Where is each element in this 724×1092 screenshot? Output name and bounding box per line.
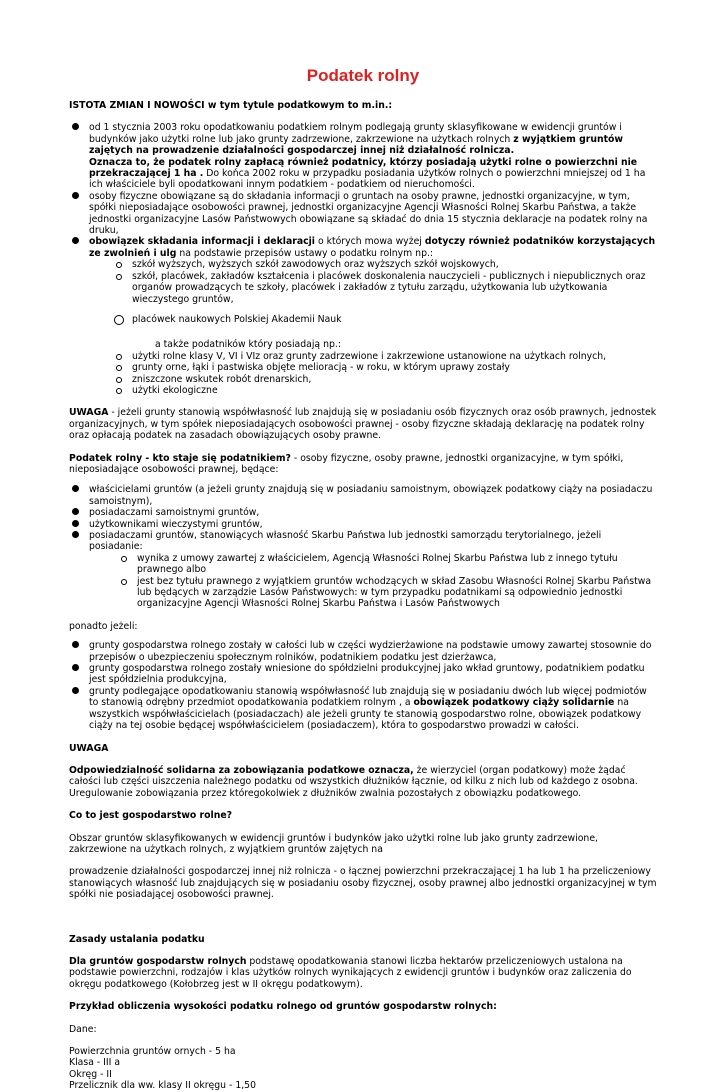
- example-heading: Przykład obliczenia wysokości podatku rolnego od gruntów gospodarstw rolnych:: [69, 1001, 497, 1013]
- bullet-icon: [72, 508, 79, 515]
- bullet-icon: [72, 531, 79, 538]
- example-line: Okręg - II: [69, 1068, 112, 1080]
- bullet-icon: [72, 687, 79, 694]
- list-item: grunty podlegające opodatkowaniu stanowią współwłasność lub znajdują się w posiadaniu dwóch lub więcej podmiotów to stanowią odrębny przedmiot opodatkowania podatkiem rolnym , a obowiązek podatkowy ciąży solidarnie na wszystkich współwłaścicielach (posiadaczach) ale jeżeli grunty te stanowią gospodarstwo rolne, obowiązek podatkowy ciąży na tej osobie będącej współwłaścicielem (posiadaczem), która to gospodarstwo prowadzi w całości.: [69, 686, 657, 732]
- list-item: posiadaczami samoistnymi gruntów,: [69, 507, 657, 518]
- taxpayers-paragraph: Podatek rolny - kto staje się podatnikiem? - osoby fizyczne, osoby prawne, jednostki organizacyjne, w tym spółki, nieposiadające osobowości prawnej, będące:: [69, 452, 624, 475]
- uwaga-heading: UWAGA: [69, 742, 109, 754]
- list-item: posiadaczami gruntów, stanowiących własność Skarbu Państwa lub jednostki samorządu terytorialnego, jeżeli posiadanie:: [69, 530, 657, 553]
- rules-paragraph: Dla gruntów gospodarstw rolnych podstawę opodatkowania stanowi liczba hektarów przeliczeniowych ustalona na podstawie powierzchni, rodzajów i klas użytków rolnych wynikających z ewidencji gruntów i budynków oraz zaliczenia do okręgu podatkowego (Kołobrzeg jest w II okręgu podatkowym).: [69, 955, 632, 990]
- rules-heading: Zasady ustalania podatku: [69, 933, 205, 945]
- list-item: grunty orne, łąki i pastwiska objęte melioracją - w roku, w którym uprawy zostały: [116, 362, 657, 373]
- list-item: użytkownikami wieczystymi gruntów,: [69, 519, 657, 530]
- changes-list: [69, 122, 657, 259]
- bullet-icon: [72, 485, 79, 492]
- farm-question: Co to jest gospodarstwo rolne?: [69, 810, 233, 822]
- document-title: Podatek rolny: [306, 66, 420, 85]
- circle-bullet-icon: [116, 388, 122, 394]
- uwaga-paragraph: UWAGA - jeżeli grunty stanowią współwłasność lub znajdują się w posiadaniu osób fizycznych oraz osób prawnych, jednostek organizacyjnych, w tym spółek nieposiadających osobowości prawnej - osoby fizyczne składają deklarację na podatek rolny oraz opłacają podatek na zasadach obowiązujących osoby prawne.: [69, 407, 657, 442]
- bullet-icon: [72, 192, 79, 199]
- list-item: grunty gospodarstwa rolnego zostały wniesione do spółdzielni produkcyjnej jako wkład gruntowy, podatnikiem podatku jest spółdzielnia produkcyjna,: [69, 663, 657, 686]
- ponadto-lead: ponadto jeżeli:: [69, 620, 138, 632]
- circle-bullet-icon: [116, 274, 122, 280]
- example-line: Przelicznik dla ww. klasy II okręgu - 1,50: [69, 1080, 257, 1092]
- list-item: zniszczone wskutek robót drenarskich,: [116, 374, 657, 385]
- exemptions-list: [69, 259, 657, 325]
- bullet-icon: [72, 664, 79, 671]
- farm-definition-1: Obszar gruntów sklasyfikowanych w ewidencji gruntów i budynków jako użytki rolne lub jako grunty zadrzewione, zakrzewione na użytkach rolnych, z wyjątkiem gruntów zajętych na: [69, 832, 598, 855]
- bullet-icon: [72, 520, 79, 527]
- ponadto-list: [69, 640, 657, 731]
- list-item: od 1 stycznia 2003 roku opodatkowaniu podatkiem rolnym podlegają grunty sklasyfikowane w ewidencji gruntów i budynków jako użytki rolne lub jako grunty zadrzewione, zakrzewione na użytkach rolnych z wyjątkiem gruntów zajętych na prowadzenie działalności gospodarczej innej niż działalność rolnicza. Oznacza to, że podatek rolny zapłacą również podatnicy, którzy posiadają użytki rolne o powierzchni nie przekraczającej 1 ha . Do końca 2002 roku w przypadku posiadania użytków rolnych o powierzchni mniejszej od 1 ha ich właściciele byli opodatkowani innym podatkiem - podatkiem od nieruchomości.: [69, 122, 657, 190]
- list-item: właścicielami gruntów (a jeżeli grunty znajdują się w posiadaniu samoistnym, obowiązek podatkowy ciąży na posiadaczu samoistnym),: [69, 484, 657, 507]
- list-item: placówek naukowych Polskiej Akademii Nauk: [116, 314, 657, 325]
- circle-bullet-icon: [116, 262, 122, 268]
- circle-bullet-icon: [116, 377, 122, 383]
- example-line: Klasa - III a: [69, 1057, 121, 1069]
- bullet-icon: [72, 123, 79, 130]
- example-dane: Dane:: [69, 1023, 97, 1035]
- list-item: osoby fizyczne obowiązane są do składania informacji o gruntach na osoby prawne, jednostki organizacyjne, w tym, spółki nieposiadające osobowości prawnej, jednostki organizacyjne Agencji Własności Rolnej Skarbu Państwa, a także jednostki organizacyjne Lasów Państwowych obowiązane są składać do dnia 15 stycznia deklaracje na podatek rolny na druku,: [69, 191, 657, 237]
- also-text: a także podatników który posiadają np.:: [155, 339, 341, 351]
- bullet-icon: [72, 641, 79, 648]
- list-item: szkół wyższych, wyższych szkół zawodowych oraz wyższych szkół wojskowych,: [116, 259, 657, 270]
- list-item: grunty gospodarstwa rolnego zostały w całości lub w części wydzierżawione na podstawie umowy zawartej stosownie do przepisów o ubezpieczeniu społecznym rolników, podatnikiem podatku jest dzierżawca,: [69, 640, 657, 663]
- bullet-icon: [72, 237, 79, 244]
- document-page: [69, 66, 657, 1092]
- heading-istota: ISTOTA ZMIAN I NOWOŚCI w tym tytule podatkowym to m.in.:: [69, 100, 393, 111]
- circle-bullet-icon: [121, 556, 127, 562]
- list-item: obowiązek składania informacji i deklaracji o których mowa wyżej dotyczy również podatników korzystających ze zwolnień i ulg na podstawie przepisów ustawy o podatku rolnym np.:: [69, 236, 657, 259]
- circle-bullet-icon: [121, 579, 127, 585]
- list-item: szkół, placówek, zakładów kształcenia i placówek doskonalenia nauczycieli - publicznych i niepublicznych oraz organów prowadzących te szkoły, placówek i zakładów z tytułu zarządu, użytkowania lub użytkowania wieczystego gruntów,: [116, 271, 657, 305]
- list-item: wynika z umowy zawartej z właścicielem, Agencją Własności Rolnej Skarbu Państwa lub z innego tytułu prawnego albo: [121, 553, 657, 576]
- list-item: użytki ekologiczne: [116, 385, 657, 396]
- circle-bullet-icon: [114, 315, 124, 325]
- possession-list: [69, 553, 657, 610]
- lands-list: [69, 351, 657, 397]
- farm-definition-2: prowadzenie działalności gospodarczej innej niż rolnicza - o łącznej powierzchni przekraczającej 1 ha lub 1 ha przeliczeniowy stanowiących własność lub znajdujących się w posiadaniu osoby fizycznej, osoby prawnej albo jednostki organizacyjnej w tym spółki nie posiadającej osobowości prawnej.: [69, 866, 657, 901]
- taxpayers-list: [69, 484, 657, 552]
- circle-bullet-icon: [116, 354, 122, 360]
- example-line: Powierzchnia gruntów ornych - 5 ha: [69, 1046, 236, 1057]
- solidarity-paragraph: Odpowiedzialność solidarna za zobowiązania podatkowe oznacza, że wierzyciel (organ podatkowy) może żądać całości lub części uiszczenia należnego podatku od wszystkich dłużników łącznie, od kilku z nich lub od każdego z osobna. Uregulowanie zobowiązania przez któregokolwiek z dłużników zwalnia pozostałych z obowiązku podatkowego.: [69, 764, 638, 799]
- list-item: jest bez tytułu prawnego z wyjątkiem gruntów wchodzących w skład Zasobu Własności Rolnej Skarbu Państwa lub będących w zarządzie Lasów Państwowych: w tym przypadku podatnikami są odpowiednio jednostki organizacyjne Agencji Własności Rolnej Skarbu Państwa i Lasów Państwowych: [121, 576, 657, 610]
- circle-bullet-icon: [116, 365, 122, 371]
- list-item: użytki rolne klasy V, VI i VIz oraz grunty zadrzewione i zakrzewione ustanowione na użytkach rolnych,: [116, 351, 657, 362]
